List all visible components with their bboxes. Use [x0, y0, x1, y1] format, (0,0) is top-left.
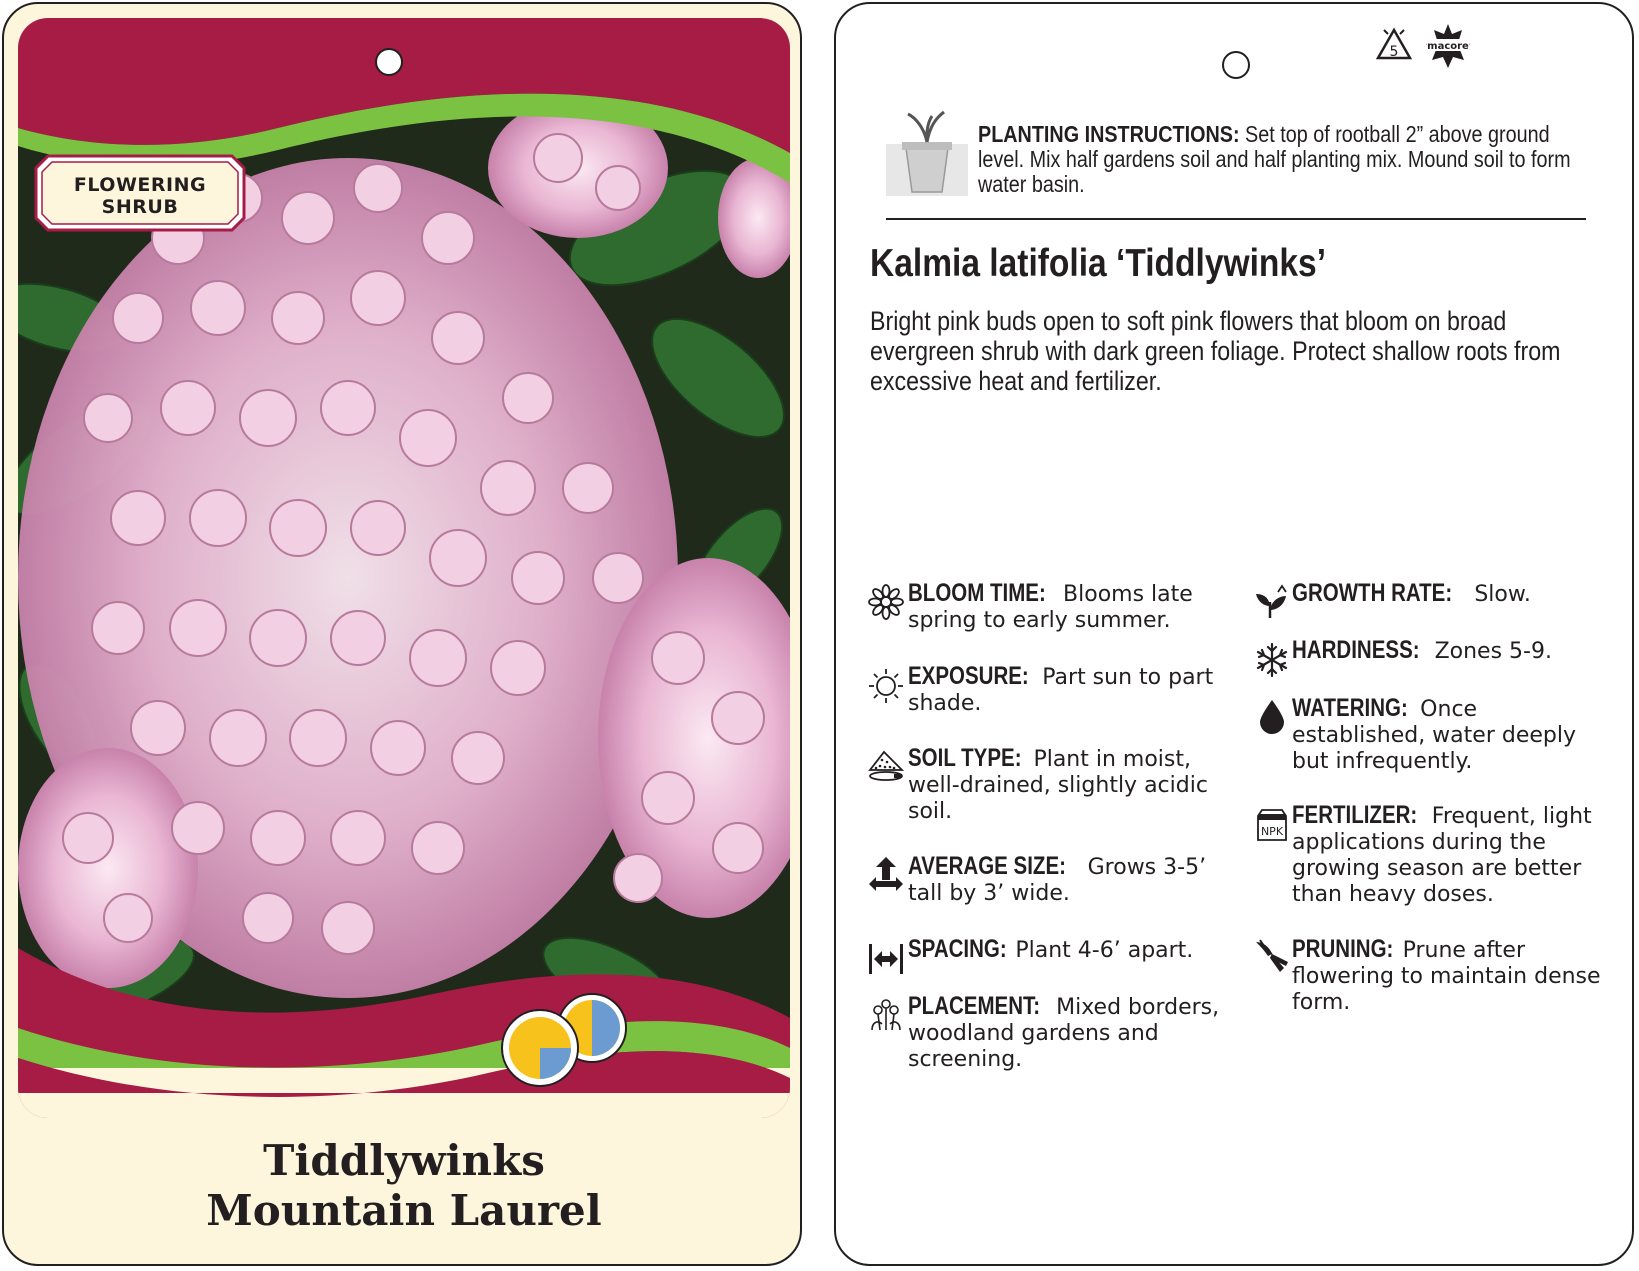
sprout-icon — [1254, 584, 1290, 620]
fertilizer-icon — [1254, 806, 1290, 842]
attr-label: WATERING: — [1292, 694, 1408, 722]
placement-icon — [868, 996, 904, 1032]
attr-soil-type — [908, 745, 1228, 825]
back-tag — [834, 2, 1634, 1266]
attr-growth-rate — [1292, 580, 1632, 608]
front-tag — [2, 2, 802, 1266]
size-icon — [868, 856, 904, 892]
attr-text: Blooms late spring to early summer. — [908, 582, 1193, 633]
attr-text: Zones 5-9. — [1427, 639, 1552, 664]
planting-instructions — [978, 122, 1571, 197]
attr-spacing — [908, 936, 1228, 964]
attr-label: HARDINESS: — [1292, 636, 1420, 664]
snowflake-icon — [1254, 642, 1290, 678]
attr-text: Part sun to part shade. — [908, 665, 1214, 716]
flower-icon — [868, 584, 904, 620]
part-sun-icon — [500, 990, 630, 1090]
attr-text: Plant 4-6’ apart. — [1008, 938, 1194, 963]
attr-label: SPACING: — [908, 935, 1007, 963]
attr-exposure — [908, 663, 1228, 717]
soil-icon — [868, 748, 904, 784]
attr-placement — [908, 993, 1228, 1073]
category-label — [34, 174, 246, 218]
common-name-line-2: Mountain Laurel — [206, 1186, 602, 1235]
attr-watering — [1292, 695, 1612, 775]
common-name — [4, 1136, 802, 1236]
attr-pruning — [1292, 936, 1602, 1016]
pot-plant-icon — [886, 108, 968, 198]
attr-text: Frequent, light applications during the growing season are better than heavy doses. — [1292, 804, 1592, 907]
category-line-1: FLOWERING — [73, 174, 207, 196]
macore-label: macore — [1427, 41, 1469, 52]
sun-icon — [868, 668, 904, 704]
macore-logo — [1424, 22, 1472, 70]
attr-text: Once established, water deeply but infrequently. — [1292, 697, 1576, 774]
attr-label: FERTILIZER: — [1292, 801, 1418, 829]
attr-average-size — [908, 853, 1218, 907]
spacing-icon — [868, 940, 904, 976]
planting-text: Set top of rootball 2” above ground level. Mix half gardens soil and half planting mix. Mound soil to form water basin. — [978, 121, 1571, 197]
common-name-line-1: Tiddlywinks — [263, 1136, 545, 1185]
attr-label: BLOOM TIME: — [908, 579, 1046, 607]
pruners-icon — [1254, 938, 1290, 974]
attr-text: Slow. — [1467, 582, 1531, 607]
attr-hardiness — [1292, 637, 1632, 665]
attr-label: AVERAGE SIZE: — [908, 852, 1066, 880]
attr-text: Prune after flowering to maintain dense form. — [1292, 938, 1601, 1015]
category-line-2: SHRUB — [101, 196, 179, 218]
water-drop-icon — [1254, 698, 1290, 734]
plant-description: Bright pink buds open to soft pink flowers that bloom on broad evergreen shrub with dark green foliage. Protect shallow roots from excessive heat and fertilizer. — [870, 306, 1561, 396]
attr-label: SOIL TYPE: — [908, 744, 1022, 772]
attr-label: EXPOSURE: — [908, 662, 1029, 690]
attr-text: Plant in moist, well-drained, slightly acidic soil. — [908, 747, 1208, 824]
attr-label: GROWTH RATE: — [1292, 579, 1453, 607]
attr-label: PRUNING: — [1292, 935, 1394, 963]
recycle-number: 5 — [1389, 44, 1399, 60]
hang-hole — [1222, 51, 1250, 79]
attr-bloom-time — [908, 580, 1218, 634]
attr-label: PLACEMENT: — [908, 992, 1041, 1020]
attr-text: Mixed borders, woodland gardens and screening. — [908, 995, 1220, 1072]
divider — [886, 218, 1586, 220]
hang-hole — [375, 48, 403, 76]
npk-label: NPK — [1260, 825, 1284, 838]
recycle-icon — [1374, 26, 1414, 66]
botanical-name: Kalmia latifolia ‘Tiddlywinks’ — [870, 242, 1327, 285]
planting-label: PLANTING INSTRUCTIONS: — [978, 121, 1240, 147]
attr-text: Grows 3-5’ tall by 3’ wide. — [908, 855, 1207, 906]
attr-fertilizer — [1292, 802, 1612, 908]
